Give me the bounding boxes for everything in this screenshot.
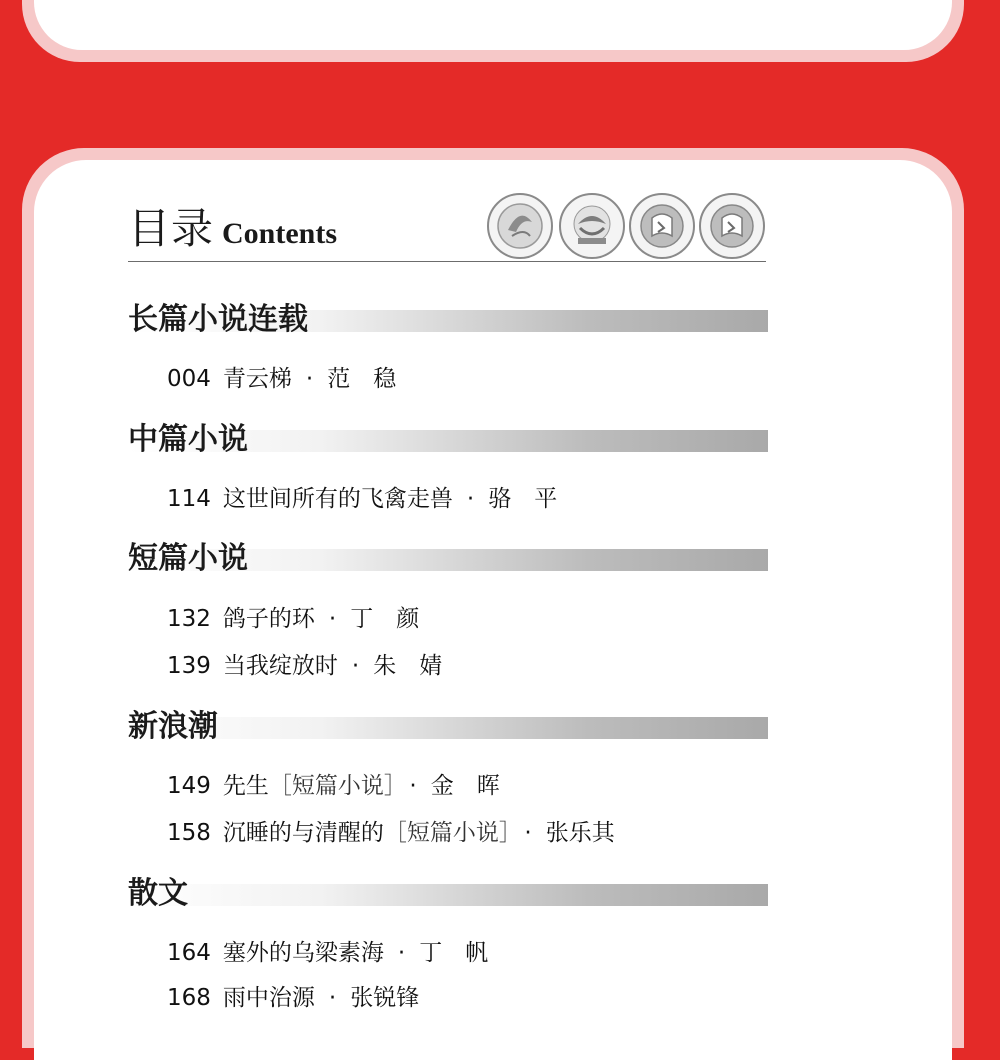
page-number: 004 xyxy=(167,366,211,392)
toc-entry[interactable] xyxy=(167,817,615,849)
separator: · xyxy=(524,820,532,846)
section-short-story[interactable] xyxy=(128,540,768,582)
section-title: 中篇小说 xyxy=(128,422,248,457)
page-number: 139 xyxy=(167,653,211,679)
separator: · xyxy=(328,606,337,632)
toc-entry[interactable] xyxy=(167,483,557,515)
section-new-wave[interactable] xyxy=(128,708,768,750)
page-number: 164 xyxy=(167,940,211,966)
toc-entry[interactable] xyxy=(167,937,488,969)
toc-entry[interactable] xyxy=(167,982,419,1014)
separator: · xyxy=(305,366,314,392)
award-badge-1-icon xyxy=(486,192,554,260)
entry-title: 雨中治源 xyxy=(222,985,315,1011)
toc-entry[interactable] xyxy=(167,770,500,802)
section-title: 短篇小说 xyxy=(128,541,248,576)
page-number: 168 xyxy=(167,985,211,1011)
page-number: 149 xyxy=(167,773,211,799)
award-badges xyxy=(486,192,768,260)
section-bar xyxy=(128,884,768,906)
entry-author: 丁 颜 xyxy=(350,606,420,632)
section-serial-novel[interactable] xyxy=(128,301,768,343)
title-divider xyxy=(128,261,766,262)
entry-author: 张锐锋 xyxy=(350,985,420,1011)
award-badge-2-icon xyxy=(558,192,626,260)
toc-entry[interactable] xyxy=(167,650,442,682)
section-novella[interactable] xyxy=(128,421,768,463)
page-number: 132 xyxy=(167,606,211,632)
page-number: 158 xyxy=(167,820,211,846)
entry-author: 朱 婧 xyxy=(373,653,443,679)
entry-author: 骆 平 xyxy=(488,486,558,512)
entry-title: 塞外的乌梁素海 xyxy=(222,940,384,966)
separator: · xyxy=(397,940,406,966)
entry-author: 范 稳 xyxy=(327,366,397,392)
award-badge-4-icon xyxy=(698,192,766,260)
separator: · xyxy=(409,773,417,799)
section-prose[interactable] xyxy=(128,875,768,917)
entry-title: 先生 xyxy=(222,773,269,799)
toc-entry[interactable] xyxy=(167,363,396,395)
entry-title: 鸽子的环 xyxy=(222,606,315,632)
entry-title: 青云梯 xyxy=(222,366,292,392)
section-title: 新浪潮 xyxy=(128,709,218,744)
separator: · xyxy=(328,985,337,1011)
entry-title: 当我绽放时 xyxy=(222,653,338,679)
section-bar xyxy=(128,717,768,739)
entry-tag: ［短篇小说］ xyxy=(268,773,396,799)
award-badge-3-icon xyxy=(628,192,696,260)
entry-author: 金 晖 xyxy=(430,773,500,799)
separator: · xyxy=(466,486,475,512)
title-en: Contents xyxy=(222,217,338,250)
separator: · xyxy=(351,653,360,679)
section-title: 散文 xyxy=(128,876,188,911)
entry-title: 沉睡的与清醒的 xyxy=(222,820,384,846)
page-number: 114 xyxy=(167,486,211,512)
page-title xyxy=(128,196,337,256)
entry-author: 丁 帆 xyxy=(419,940,489,966)
top-card xyxy=(34,0,952,50)
title-zh: 目录 xyxy=(128,204,215,253)
toc-entry[interactable] xyxy=(167,603,419,635)
entry-author: 张乐其 xyxy=(545,820,615,846)
entry-tag: ［短篇小说］ xyxy=(383,820,511,846)
entry-title: 这世间所有的飞禽走兽 xyxy=(222,486,453,512)
section-title: 长篇小说连载 xyxy=(128,302,308,337)
